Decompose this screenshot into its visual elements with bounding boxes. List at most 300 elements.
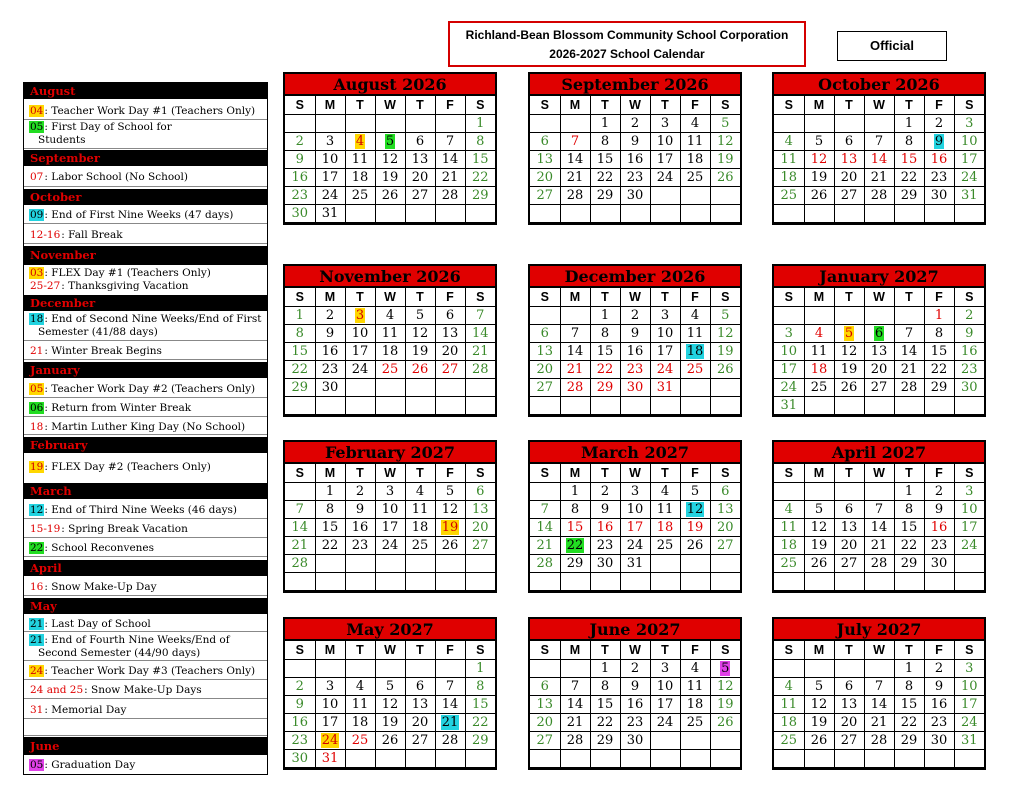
day-number: 18 bbox=[780, 538, 798, 553]
day-number: 25 bbox=[656, 538, 674, 553]
day-cell bbox=[804, 678, 834, 696]
day-number: 28 bbox=[536, 556, 554, 571]
day-cell bbox=[345, 133, 375, 151]
legend-text: : FLEX Day #1 (Teachers Only) bbox=[44, 267, 211, 279]
day-cell bbox=[315, 205, 345, 223]
day-number: 25 bbox=[411, 538, 429, 553]
day-cell bbox=[894, 519, 924, 537]
day-cell bbox=[924, 133, 954, 151]
day-number: 1 bbox=[934, 308, 944, 323]
day-cell bbox=[530, 151, 560, 169]
day-cell bbox=[954, 750, 984, 768]
day-cell bbox=[924, 307, 954, 325]
day-number: 12 bbox=[810, 152, 828, 167]
day-number: 1 bbox=[476, 661, 485, 676]
weekday-header: S bbox=[285, 641, 315, 660]
day-cell bbox=[405, 678, 435, 696]
weekday-header: M bbox=[315, 288, 345, 307]
day-cell bbox=[864, 169, 894, 187]
legend-item bbox=[24, 540, 267, 557]
day-number: 20 bbox=[536, 362, 554, 377]
day-cell bbox=[620, 732, 650, 750]
day-number: 26 bbox=[441, 538, 459, 553]
day-cell bbox=[315, 660, 345, 678]
day-number: 14 bbox=[870, 520, 888, 535]
day-cell bbox=[435, 732, 465, 750]
day-number: 11 bbox=[381, 326, 399, 341]
month-calendar bbox=[283, 264, 497, 417]
day-cell bbox=[435, 537, 465, 555]
day-number: 20 bbox=[536, 715, 554, 730]
day-cell bbox=[804, 714, 834, 732]
day-cell bbox=[375, 501, 405, 519]
day-number: 10 bbox=[656, 679, 674, 694]
day-number: 17 bbox=[960, 152, 978, 167]
day-number: 25 bbox=[780, 733, 798, 748]
day-number: 8 bbox=[600, 326, 610, 341]
day-cell bbox=[465, 537, 495, 555]
day-cell bbox=[680, 714, 710, 732]
day-cell bbox=[924, 696, 954, 714]
day-number: 4 bbox=[355, 679, 365, 694]
day-cell bbox=[405, 519, 435, 537]
weekday-header: S bbox=[774, 288, 804, 307]
legend-date: 21 bbox=[30, 618, 44, 630]
day-number: 6 bbox=[874, 326, 884, 341]
weekday-header: T bbox=[405, 288, 435, 307]
day-cell bbox=[804, 343, 834, 361]
day-cell bbox=[435, 519, 465, 537]
day-cell bbox=[864, 483, 894, 501]
day-cell bbox=[590, 307, 620, 325]
day-number: 20 bbox=[411, 170, 429, 185]
weekday-header: T bbox=[834, 288, 864, 307]
day-number: 5 bbox=[721, 116, 730, 131]
day-number: 31 bbox=[656, 380, 674, 395]
day-number: 12 bbox=[810, 520, 828, 535]
day-cell bbox=[315, 379, 345, 397]
day-cell bbox=[530, 169, 560, 187]
day-number: 26 bbox=[810, 733, 828, 748]
day-number: 25 bbox=[686, 170, 704, 185]
day-number: 30 bbox=[321, 380, 339, 395]
day-cell bbox=[894, 678, 924, 696]
day-number: 24 bbox=[626, 538, 644, 553]
day-cell bbox=[710, 483, 740, 501]
weekday-header: T bbox=[405, 464, 435, 483]
day-cell bbox=[590, 151, 620, 169]
day-cell bbox=[590, 537, 620, 555]
day-cell bbox=[530, 187, 560, 205]
day-cell bbox=[590, 732, 620, 750]
day-number: 22 bbox=[291, 362, 309, 377]
day-cell bbox=[924, 397, 954, 415]
day-cell bbox=[375, 483, 405, 501]
day-cell bbox=[774, 555, 804, 573]
day-cell bbox=[285, 483, 315, 501]
weekday-header: T bbox=[650, 641, 680, 660]
day-cell bbox=[834, 660, 864, 678]
day-cell bbox=[924, 483, 954, 501]
weekday-header: T bbox=[650, 288, 680, 307]
day-cell bbox=[804, 187, 834, 205]
weekday-header: F bbox=[435, 641, 465, 660]
day-cell bbox=[560, 343, 590, 361]
day-cell bbox=[435, 169, 465, 187]
day-cell bbox=[375, 307, 405, 325]
day-number: 21 bbox=[291, 538, 309, 553]
weekday-header: F bbox=[924, 641, 954, 660]
day-cell bbox=[710, 187, 740, 205]
day-cell bbox=[405, 750, 435, 768]
day-number: 13 bbox=[840, 520, 858, 535]
weekday-header: T bbox=[345, 641, 375, 660]
legend-text: : Graduation Day bbox=[44, 759, 136, 771]
day-number: 29 bbox=[596, 188, 614, 203]
day-cell bbox=[924, 169, 954, 187]
legend-date: 31 bbox=[30, 704, 44, 716]
day-cell bbox=[285, 732, 315, 750]
legend-item bbox=[24, 103, 267, 120]
day-number: 13 bbox=[471, 502, 489, 517]
day-cell bbox=[924, 660, 954, 678]
day-cell bbox=[954, 205, 984, 223]
day-cell bbox=[435, 205, 465, 223]
day-number: 16 bbox=[291, 170, 309, 185]
day-cell bbox=[560, 115, 590, 133]
day-cell bbox=[560, 696, 590, 714]
day-cell bbox=[620, 750, 650, 768]
day-cell bbox=[834, 169, 864, 187]
day-number: 2 bbox=[600, 484, 610, 499]
day-cell bbox=[315, 343, 345, 361]
day-cell bbox=[804, 732, 834, 750]
day-number: 1 bbox=[904, 661, 914, 676]
weekday-header: F bbox=[435, 288, 465, 307]
day-number: 13 bbox=[716, 502, 734, 517]
day-number: 18 bbox=[351, 170, 369, 185]
day-cell bbox=[590, 678, 620, 696]
day-cell bbox=[530, 696, 560, 714]
day-number: 16 bbox=[321, 344, 339, 359]
day-number: 9 bbox=[355, 502, 365, 517]
legend-month-header: August bbox=[24, 83, 267, 99]
day-number: 26 bbox=[810, 556, 828, 571]
day-number: 19 bbox=[716, 344, 734, 359]
day-cell bbox=[774, 573, 804, 591]
day-number: 17 bbox=[321, 715, 339, 730]
day-number: 2 bbox=[355, 484, 365, 499]
day-cell bbox=[315, 519, 345, 537]
day-number: 20 bbox=[840, 715, 858, 730]
day-number: 19 bbox=[716, 697, 734, 712]
legend-item bbox=[24, 455, 267, 480]
weekday-header: M bbox=[560, 288, 590, 307]
day-cell bbox=[590, 325, 620, 343]
day-number: 22 bbox=[930, 362, 948, 377]
day-cell bbox=[560, 379, 590, 397]
official-badge: Official bbox=[837, 31, 947, 61]
weekday-header: S bbox=[954, 641, 984, 660]
day-number: 29 bbox=[471, 733, 489, 748]
day-number: 16 bbox=[351, 520, 369, 535]
day-cell bbox=[924, 379, 954, 397]
weekday-header: S bbox=[774, 96, 804, 115]
weekday-header: W bbox=[620, 288, 650, 307]
day-cell bbox=[620, 483, 650, 501]
day-number: 3 bbox=[660, 116, 670, 131]
day-cell bbox=[620, 660, 650, 678]
day-cell bbox=[285, 678, 315, 696]
day-cell bbox=[435, 307, 465, 325]
day-cell bbox=[590, 519, 620, 537]
day-cell bbox=[620, 205, 650, 223]
day-number: 20 bbox=[840, 538, 858, 553]
day-number: 18 bbox=[780, 170, 798, 185]
day-number: 27 bbox=[536, 380, 554, 395]
day-cell bbox=[954, 379, 984, 397]
legend-text: : Spring Break Vacation bbox=[61, 523, 188, 535]
day-number: 7 bbox=[570, 134, 580, 149]
day-cell bbox=[620, 361, 650, 379]
day-cell bbox=[590, 573, 620, 591]
calendar-header bbox=[448, 21, 806, 67]
legend-date: 18 bbox=[30, 313, 44, 325]
day-cell bbox=[834, 115, 864, 133]
day-number: 11 bbox=[686, 679, 704, 694]
legend-text: : Memorial Day bbox=[44, 704, 127, 716]
day-cell bbox=[315, 555, 345, 573]
day-number: 13 bbox=[411, 152, 429, 167]
day-cell bbox=[774, 169, 804, 187]
day-cell bbox=[285, 397, 315, 415]
day-number: 16 bbox=[626, 344, 644, 359]
day-number: 19 bbox=[381, 715, 399, 730]
day-number: 19 bbox=[810, 170, 828, 185]
day-number: 22 bbox=[900, 715, 918, 730]
day-number: 8 bbox=[325, 502, 335, 517]
day-cell bbox=[864, 732, 894, 750]
day-number: 11 bbox=[780, 520, 798, 535]
day-cell bbox=[710, 205, 740, 223]
day-cell bbox=[834, 343, 864, 361]
weekday-header: T bbox=[345, 288, 375, 307]
day-cell bbox=[680, 573, 710, 591]
legend-item bbox=[24, 343, 267, 360]
legend-item bbox=[24, 313, 267, 341]
weekday-header: S bbox=[954, 96, 984, 115]
day-number: 21 bbox=[900, 362, 918, 377]
day-number: 6 bbox=[844, 502, 854, 517]
day-number: 2 bbox=[295, 134, 304, 149]
day-cell bbox=[465, 169, 495, 187]
day-cell bbox=[435, 660, 465, 678]
day-cell bbox=[405, 696, 435, 714]
day-number: 8 bbox=[295, 326, 304, 341]
day-cell bbox=[375, 325, 405, 343]
day-cell bbox=[375, 397, 405, 415]
day-cell bbox=[834, 187, 864, 205]
day-cell bbox=[954, 307, 984, 325]
day-cell bbox=[435, 483, 465, 501]
day-cell bbox=[680, 133, 710, 151]
day-cell bbox=[804, 501, 834, 519]
weekday-header: T bbox=[834, 96, 864, 115]
day-cell bbox=[345, 573, 375, 591]
day-number: 10 bbox=[656, 134, 674, 149]
day-number: 5 bbox=[415, 308, 425, 323]
day-number: 27 bbox=[840, 733, 858, 748]
weekday-header: T bbox=[834, 641, 864, 660]
day-number: 5 bbox=[814, 134, 824, 149]
day-number: 3 bbox=[385, 484, 395, 499]
legend-text: : Last Day of School bbox=[44, 618, 151, 630]
day-number: 29 bbox=[566, 556, 584, 571]
day-cell bbox=[650, 537, 680, 555]
legend-text: : Martin Luther King Day (No School) bbox=[44, 421, 246, 433]
day-cell bbox=[590, 501, 620, 519]
day-number: 21 bbox=[870, 538, 888, 553]
day-cell bbox=[774, 325, 804, 343]
day-number: 28 bbox=[471, 362, 489, 377]
day-cell bbox=[375, 732, 405, 750]
day-cell bbox=[894, 573, 924, 591]
day-cell bbox=[285, 696, 315, 714]
day-cell bbox=[680, 750, 710, 768]
day-cell bbox=[405, 169, 435, 187]
day-cell bbox=[924, 151, 954, 169]
day-number: 12 bbox=[411, 326, 429, 341]
day-cell bbox=[465, 555, 495, 573]
day-number: 6 bbox=[844, 679, 854, 694]
day-cell bbox=[620, 115, 650, 133]
day-cell bbox=[834, 555, 864, 573]
day-cell bbox=[590, 343, 620, 361]
day-cell bbox=[405, 537, 435, 555]
day-number: 2 bbox=[934, 484, 944, 499]
legend-item bbox=[24, 121, 267, 149]
day-cell bbox=[590, 133, 620, 151]
day-cell bbox=[560, 555, 590, 573]
day-cell bbox=[435, 379, 465, 397]
day-cell bbox=[774, 750, 804, 768]
day-cell bbox=[405, 555, 435, 573]
day-cell bbox=[345, 151, 375, 169]
day-number: 17 bbox=[960, 520, 978, 535]
day-cell bbox=[375, 696, 405, 714]
day-cell bbox=[345, 325, 375, 343]
day-cell bbox=[894, 732, 924, 750]
day-number: 20 bbox=[870, 362, 888, 377]
weekday-header: M bbox=[804, 288, 834, 307]
month-calendar bbox=[528, 440, 742, 593]
day-number: 27 bbox=[411, 188, 429, 203]
day-number: 6 bbox=[476, 484, 485, 499]
day-cell bbox=[375, 660, 405, 678]
day-number: 22 bbox=[566, 538, 584, 553]
day-number: 10 bbox=[780, 344, 798, 359]
day-number: 25 bbox=[686, 362, 704, 377]
day-number: 1 bbox=[600, 661, 610, 676]
day-number: 31 bbox=[780, 398, 798, 413]
day-number: 23 bbox=[930, 715, 948, 730]
legend-item bbox=[24, 280, 267, 293]
day-cell bbox=[590, 660, 620, 678]
day-cell bbox=[285, 555, 315, 573]
day-cell bbox=[435, 678, 465, 696]
month-title: January 2027 bbox=[774, 266, 984, 288]
day-number: 6 bbox=[721, 484, 730, 499]
legend-text: : Fall Break bbox=[61, 229, 123, 241]
day-cell bbox=[315, 151, 345, 169]
day-number: 9 bbox=[934, 679, 944, 694]
month-title: June 2027 bbox=[530, 619, 740, 641]
day-number: 21 bbox=[870, 170, 888, 185]
day-cell bbox=[954, 169, 984, 187]
day-number: 9 bbox=[934, 502, 944, 517]
day-number: 15 bbox=[596, 152, 614, 167]
day-number: 25 bbox=[686, 715, 704, 730]
day-cell bbox=[530, 325, 560, 343]
day-number: 15 bbox=[900, 520, 918, 535]
weekday-header: M bbox=[315, 96, 345, 115]
weekday-header: F bbox=[924, 288, 954, 307]
day-cell bbox=[405, 714, 435, 732]
day-number: 9 bbox=[295, 697, 304, 712]
day-number: 26 bbox=[840, 380, 858, 395]
legend-item bbox=[24, 757, 267, 774]
weekday-header: T bbox=[894, 96, 924, 115]
day-cell bbox=[345, 714, 375, 732]
month-title: February 2027 bbox=[285, 442, 495, 464]
day-cell bbox=[620, 678, 650, 696]
day-number: 6 bbox=[415, 134, 425, 149]
day-number: 4 bbox=[385, 308, 395, 323]
day-cell bbox=[924, 519, 954, 537]
day-cell bbox=[680, 483, 710, 501]
day-cell bbox=[315, 483, 345, 501]
day-cell bbox=[530, 133, 560, 151]
day-cell bbox=[375, 169, 405, 187]
day-cell bbox=[315, 397, 345, 415]
day-cell bbox=[954, 696, 984, 714]
legend-item bbox=[24, 207, 267, 224]
day-cell bbox=[405, 483, 435, 501]
legend-text: : Teacher Work Day #2 (Teachers Only) bbox=[44, 383, 256, 395]
day-number: 23 bbox=[626, 362, 644, 377]
day-cell bbox=[285, 325, 315, 343]
day-number: 27 bbox=[471, 538, 489, 553]
day-cell bbox=[560, 325, 590, 343]
day-cell bbox=[680, 115, 710, 133]
weekday-header: M bbox=[804, 464, 834, 483]
day-cell bbox=[864, 537, 894, 555]
legend-month-header: December bbox=[24, 295, 267, 311]
day-cell bbox=[954, 151, 984, 169]
day-cell bbox=[834, 483, 864, 501]
day-cell bbox=[834, 519, 864, 537]
day-cell bbox=[834, 133, 864, 151]
month-title: September 2026 bbox=[530, 74, 740, 96]
day-cell bbox=[560, 187, 590, 205]
day-cell bbox=[924, 573, 954, 591]
weekday-header: F bbox=[435, 96, 465, 115]
day-number: 13 bbox=[536, 697, 554, 712]
legend-date: 16 bbox=[30, 581, 44, 593]
legend-text: : Winter Break Begins bbox=[44, 345, 162, 357]
month-calendar bbox=[772, 72, 986, 225]
day-cell bbox=[864, 678, 894, 696]
